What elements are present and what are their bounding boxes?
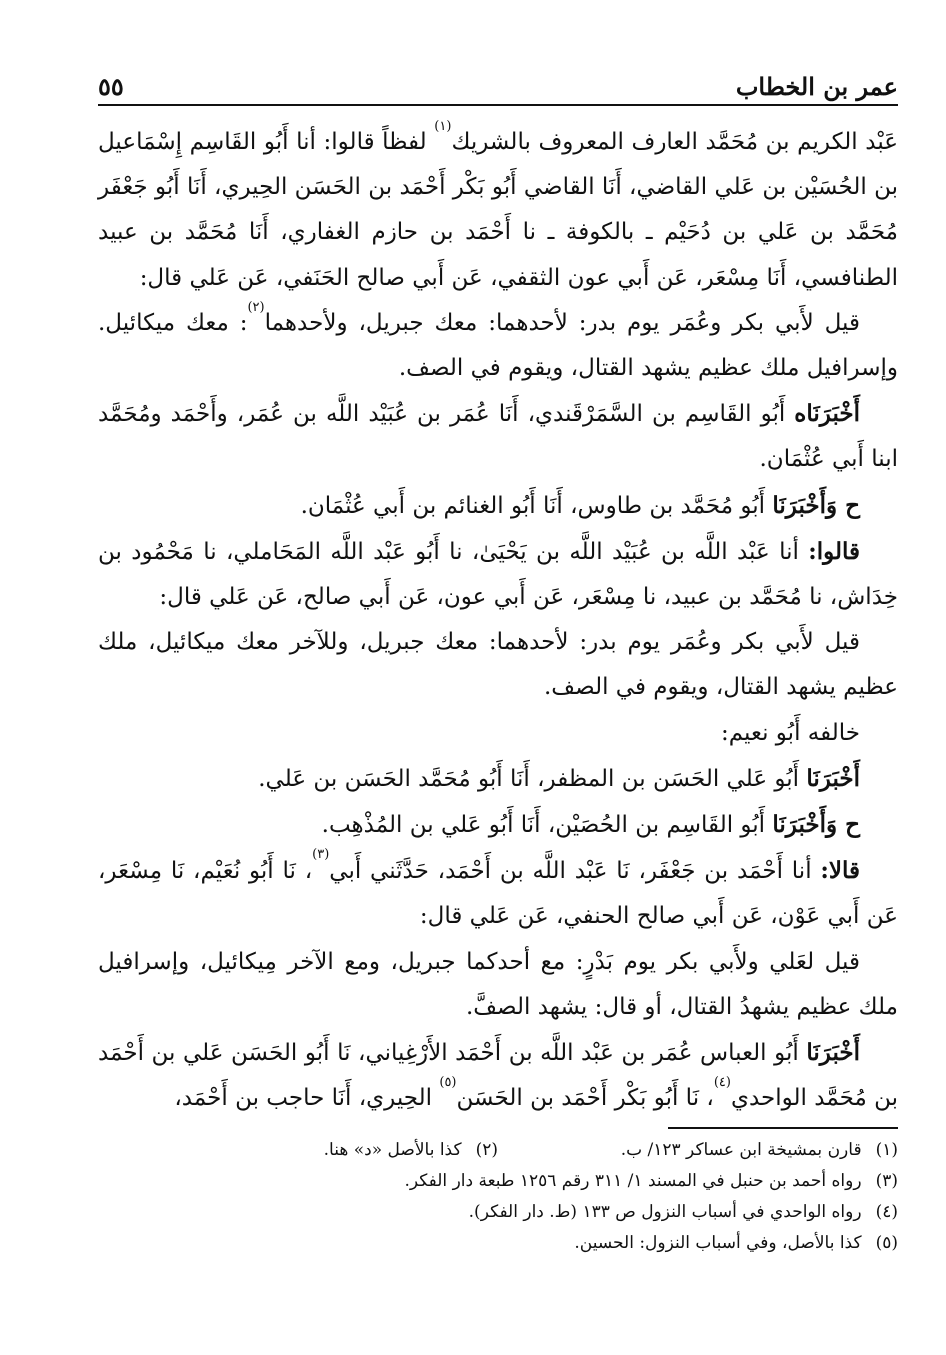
footnote-number: (٣): [875, 1171, 898, 1191]
footnote-number: (٤): [875, 1202, 898, 1222]
footnote-row: [98, 1135, 898, 1166]
paragraph-text: : معك ميكائيل. وإسرافيل ملك عظيم يشهد القتال، ويقوم في الصف.: [98, 309, 898, 382]
paragraph: [98, 711, 898, 756]
isnad-keyword: ح وَأَخْبَرَنَا: [772, 811, 860, 839]
footnote: [404, 1166, 898, 1197]
footnote-number: (١): [875, 1140, 898, 1160]
running-header: [98, 68, 898, 106]
paragraph-text: خالفه أَبُو نعيم:: [721, 719, 860, 746]
paragraph: [98, 1030, 898, 1121]
main-text: [98, 120, 898, 1121]
paragraph-text: قيل لأَبي بكر وعُمَر يوم بدر: لأحدهما: معك جبريل، ولأحدهما: [264, 309, 860, 336]
paragraph: [98, 483, 898, 529]
footnote-number: (٢): [475, 1140, 498, 1160]
paragraph: [98, 620, 898, 710]
footnote-text: قارن بمشيخة ابن عساكر ١٢٣/ ب.: [620, 1140, 862, 1160]
paragraph: [98, 120, 898, 301]
paragraph: [98, 940, 898, 1030]
footnote-marker: (٣): [312, 847, 330, 863]
paragraph: [98, 301, 898, 391]
paragraph-text: الحِيري، أَنَا حاجب بن أَحْمَد،: [174, 1085, 440, 1112]
footnote-text: رواه الواحدي في أسباب النزول ص ١٣٣ (ط. دار الفكر).: [468, 1202, 862, 1222]
paragraph-text: أَبُو عَلي الحَسَن بن المظفر، أَنَا أَبُو مُحَمَّد الحَسَن بن عَلي.: [258, 765, 807, 792]
paragraph: [98, 802, 898, 848]
header-rule: [98, 104, 898, 106]
paragraph: [98, 391, 898, 482]
isnad-keyword: أَخْبَرَنَا: [806, 764, 860, 792]
paragraph-text: أنا أَحْمَد بن جَعْفَر، نَا عَبْد اللَّه بن أَحْمَد، حَدَّثَني أَبي: [329, 858, 821, 885]
paragraph-text: قيل لعَلي ولأَبي بكر يوم بَدْرٍ: مع أحدكما جبريل، ومع الآخر مِيكائيل، وإسرافيل ملك عظيم يشهدُ القتال، أو قال: يشهد الصفَّ.: [98, 948, 898, 1020]
paragraph-text: أنا عَبْد اللَّه بن عُبَيْد اللَّه بن يَحْيَىٰ، نا أَبُو عَبْد اللَّه المَحَاملي، نا مَحْمُود بن خِدَاش، نا مُحَمَّد بن عبيد، نا مِسْعَر، عَن أَبي عون، عَن أَبي صالح، عَن عَلي قال:: [98, 538, 898, 611]
paragraph-text: ، نَا أَبُو بَكْر أَحْمَد بن الحَسَن: [456, 1085, 714, 1112]
footnote-marker: (١): [434, 119, 452, 134]
footnote-number: (٥): [875, 1233, 898, 1253]
isnad-keyword: أَخْبَرَنَاه: [794, 400, 860, 428]
paragraph: [98, 529, 898, 620]
footnote-text: رواه أحمد بن حنبل في المسند ١/ ٣١١ رقم ١٢٥٦ طبعة دار الفكر.: [404, 1171, 862, 1191]
paragraph-text: عَبْد الكريم بن مُحَمَّد العارف المعروف بالشريك: [451, 129, 899, 155]
footnote-text: كذا بالأصل «د» هنا.: [323, 1140, 462, 1160]
footnote: [324, 1135, 498, 1166]
paragraph-text: قيل لأَبي بكر وعُمَر يوم بدر: لأحدهما: معك جبريل، وللآخر معك ميكائيل، ملك عظيم يشهد القتال، ويقوم في الصف.: [98, 629, 898, 701]
footnote-row: [98, 1166, 898, 1197]
isnad-keyword: قالا:: [820, 857, 861, 885]
footnote: [574, 1228, 898, 1259]
isnad-keyword: قالوا:: [808, 537, 860, 565]
footnotes: [98, 1135, 898, 1259]
footnote: [469, 1197, 898, 1228]
footnote-text: كذا بالأصل، وفي أسباب النزول: الحسين.: [574, 1233, 862, 1253]
isnad-keyword: أَخْبَرَنَا: [806, 1039, 860, 1067]
footnote-row: [98, 1197, 898, 1228]
paragraph-text: أَبُو القَاسِم بن الحُصَيْن، أَنَا أَبُو عَلي بن المُذْهِب.: [321, 812, 773, 839]
page-number: ٥٥: [98, 72, 124, 101]
running-title: عمر بن الخطاب: [735, 72, 898, 101]
isnad-keyword: ح وَأَخْبَرَنَا: [772, 491, 860, 519]
footnote-row: [98, 1228, 898, 1259]
footnote-rule: [668, 1127, 898, 1129]
paragraph-text: أَبُو العباس عُمَر بن عَبْد اللَّه بن أَحْمَد الأَرْغِياني، نَا أَبُو الحَسَن عَلي بن أَحْمَد بن مُحَمَّد الواحدي: [98, 1040, 898, 1112]
footnote-marker: (٢): [247, 299, 265, 315]
paragraph-text: أَبُو القَاسِم بن السَّمَرْقَندي، أَنَا عُمَر بن عُبَيْد اللَّه بن عُمَر، وأَحْمَد ومُحَمَّد ابنا أَبي عُثْمَان.: [98, 401, 898, 473]
footnote-marker: (٥): [439, 1075, 457, 1091]
paragraph: [98, 756, 898, 802]
paragraph-text: أَبُو مُحَمَّد بن طاوس، أَنَا أَبُو الغنائم بن أَبي عُثْمَان.: [300, 492, 773, 519]
footnote-marker: (٤): [713, 1075, 731, 1091]
paragraph: [98, 848, 898, 939]
paragraph-text: لفظاً قالوا: أنا أَبُو القَاسِم إِسْمَاعيل بن الحُسَيْن بن عَلي القاضي، أَنَا القاضي أَبُو بَكْر أَحْمَد بن الحَسَن الحِيري، أَنَا أَبُو جَعْفَر مُحَمَّد بن عَلي بن دُحَيْم ـ بالكوفة ـ نا أَحْمَد بن حازم الغفاري، أَنَا مُحَمَّد بن عبيد الطنافسي، أَنَا مِسْعَر، عَن أَبي عون الثقفي، عَن أَبي صالح الحَنَفي، عَن عَلي قال:: [98, 129, 898, 291]
footnote: [621, 1135, 898, 1166]
paragraph-text: ، نَا أَبُو نُعَيْم، نَا مِسْعَر، عَن أَبي عَوْن، عَن أَبي صالح الحنفي، عَن عَلي قال:: [98, 858, 898, 930]
